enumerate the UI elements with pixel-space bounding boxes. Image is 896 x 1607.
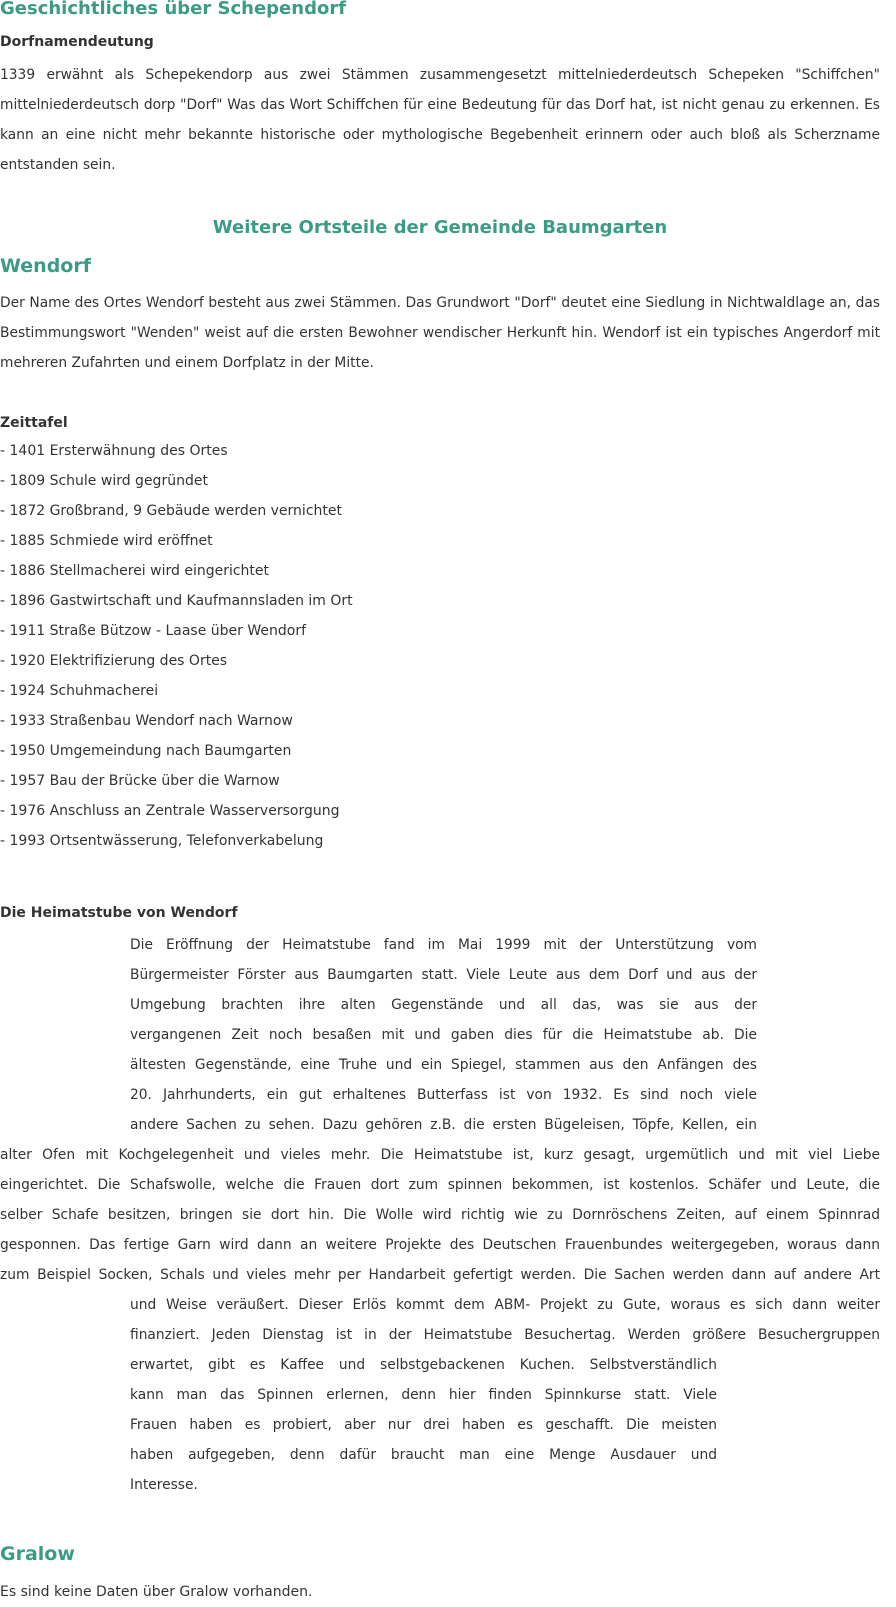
schependorf-heading: Geschichtliches über Schependorf [0, 0, 347, 19]
timeline-item: - 1885 Schmiede wird eröffnet [0, 533, 213, 549]
timeline-item: - 1872 Großbrand, 9 Gebäude werden vernichtet [0, 503, 342, 519]
heimatstube-line: vergangenen Zeit noch besaßen mit und gaben dies für die Heimatstube ab. Die [130, 1027, 757, 1043]
heimatstube-line: selber Schafe besitzen, bringen sie dort hin. Die Wolle wird richtig wie zu Dornröschens Zeiten, auf einem Spinnrad [0, 1207, 880, 1223]
timeline-list [0, 436, 353, 856]
name-meaning-subheading: Dorfnamendeutung [0, 34, 154, 50]
timeline-heading: Zeittafel [0, 415, 68, 431]
name-meaning-paragraph: 1339 erwähnt als Schepekendorp aus zwei Stämmen zusammengesetzt mittelniederdeutsch Schepeken "Schiffchen" mittelniederdeutsch dorp "Dorf" Was das Wort Schiffchen für eine Bedeutung für das Dorf hat, ist nicht genau zu erkennen. Es kann an eine nicht mehr bekannte historische oder mythologische Begebenheit erinnern oder auch bloß als Scherzname entstanden sein. [0, 67, 880, 173]
heimatstube-line: andere Sachen zu sehen. Dazu gehören z.B. die ersten Bügeleisen, Töpfe, Kellen, ein [130, 1117, 757, 1133]
timeline-item: - 1976 Anschluss an Zentrale Wasserversorgung [0, 803, 340, 819]
heimatstube-line: kann man das Spinnen erlernen, denn hier finden Spinnkurse statt. Viele [130, 1387, 717, 1403]
heimatstube-line: eingerichtet. Die Schafswolle, welche die Frauen dort zum spinnen bekommen, ist kostenlos. Schäfer und Leute, die [0, 1177, 880, 1193]
heimatstube-line: alter Ofen mit Kochgelegenheit und vieles mehr. Die Heimatstube ist, kurz gesagt, urgemütlich und mit viel Liebe [0, 1147, 880, 1163]
heimatstube-line: Bürgermeister Förster aus Baumgarten statt. Viele Leute aus dem Dorf und aus der [130, 967, 757, 983]
timeline-item: - 1809 Schule wird gegründet [0, 473, 208, 489]
timeline-item: - 1896 Gastwirtschaft und Kaufmannsladen im Ort [0, 593, 353, 609]
heimatstube-line: haben aufgegeben, denn dafür braucht man eine Menge Ausdauer und [130, 1447, 717, 1463]
timeline-item: - 1993 Ortsentwässerung, Telefonverkabelung [0, 833, 324, 849]
heimatstube-line: gesponnen. Das fertige Garn wird dann an weitere Projekte des Deutschen Frauenbundes weitergegeben, woraus dann [0, 1237, 880, 1253]
timeline-item: - 1950 Umgemeindung nach Baumgarten [0, 743, 292, 759]
heimatstube-line: Die Eröffnung der Heimatstube fand im Mai 1999 mit der Unterstützung vom [130, 937, 757, 953]
timeline-item: - 1886 Stellmacherei wird eingerichtet [0, 563, 270, 579]
heimatstube-line: ältesten Gegenstände, eine Truhe und ein Spiegel, stammen aus den Anfängen des [130, 1057, 757, 1073]
timeline-item: - 1911 Straße Bützow - Laase über Wendorf [0, 623, 306, 639]
other-parts-heading: Weitere Ortsteile der Gemeinde Baumgarten [212, 217, 668, 238]
timeline-item: - 1924 Schuhmacherei [0, 683, 159, 699]
wendorf-paragraph: Der Name des Ortes Wendorf besteht aus zwei Stämmen. Das Grundwort "Dorf" deutet eine Siedlung in Nichtwaldlage an, das Bestimmungswort "Wenden" weist auf die ersten Bewohner wendischer Herkunft hin. Wendorf ist ein typisches Angerdorf mit mehreren Zufahrten und einem Dorfplatz in der Mitte. [0, 295, 880, 371]
heimatstube-line: Frauen haben es probiert, aber nur drei haben es geschafft. Die meisten [130, 1417, 717, 1433]
timeline-item: - 1401 Ersterwähnung des Ortes [0, 443, 228, 459]
wendorf-heading: Wendorf [0, 255, 91, 277]
timeline-item: - 1957 Bau der Brücke über die Warnow [0, 773, 280, 789]
gralow-heading: Gralow [0, 1543, 75, 1565]
heimatstube-heading: Die Heimatstube von Wendorf [0, 905, 238, 921]
heimatstube-line: finanziert. Jeden Dienstag ist in der Heimatstube Besuchertag. Werden größere Besuchergruppen [130, 1327, 880, 1343]
heimatstube-line: und Weise veräußert. Dieser Erlös kommt dem ABM- Projekt zu Gute, woraus es sich dann weiter [130, 1297, 880, 1313]
timeline-item: - 1933 Straßenbau Wendorf nach Warnow [0, 713, 293, 729]
heimatstube-line: Umgebung brachten ihre alten Gegenstände und all das, was sie aus der [130, 997, 757, 1013]
heimatstube-line: erwartet, gibt es Kaffee und selbstgebackenen Kuchen. Selbstverständlich [130, 1357, 717, 1373]
timeline-item: - 1920 Elektrifizierung des Ortes [0, 653, 228, 669]
heimatstube-line: 20. Jahrhunderts, ein gut erhaltenes Butterfass ist von 1932. Es sind noch viele [130, 1087, 757, 1103]
gralow-paragraph: Es sind keine Daten über Gralow vorhanden. [0, 1584, 313, 1600]
heimatstube-line: Interesse. [130, 1477, 198, 1493]
heimatstube-line: zum Beispiel Socken, Schals und vieles mehr per Handarbeit gefertigt werden. Die Sachen werden dann auf andere Art [0, 1267, 880, 1283]
